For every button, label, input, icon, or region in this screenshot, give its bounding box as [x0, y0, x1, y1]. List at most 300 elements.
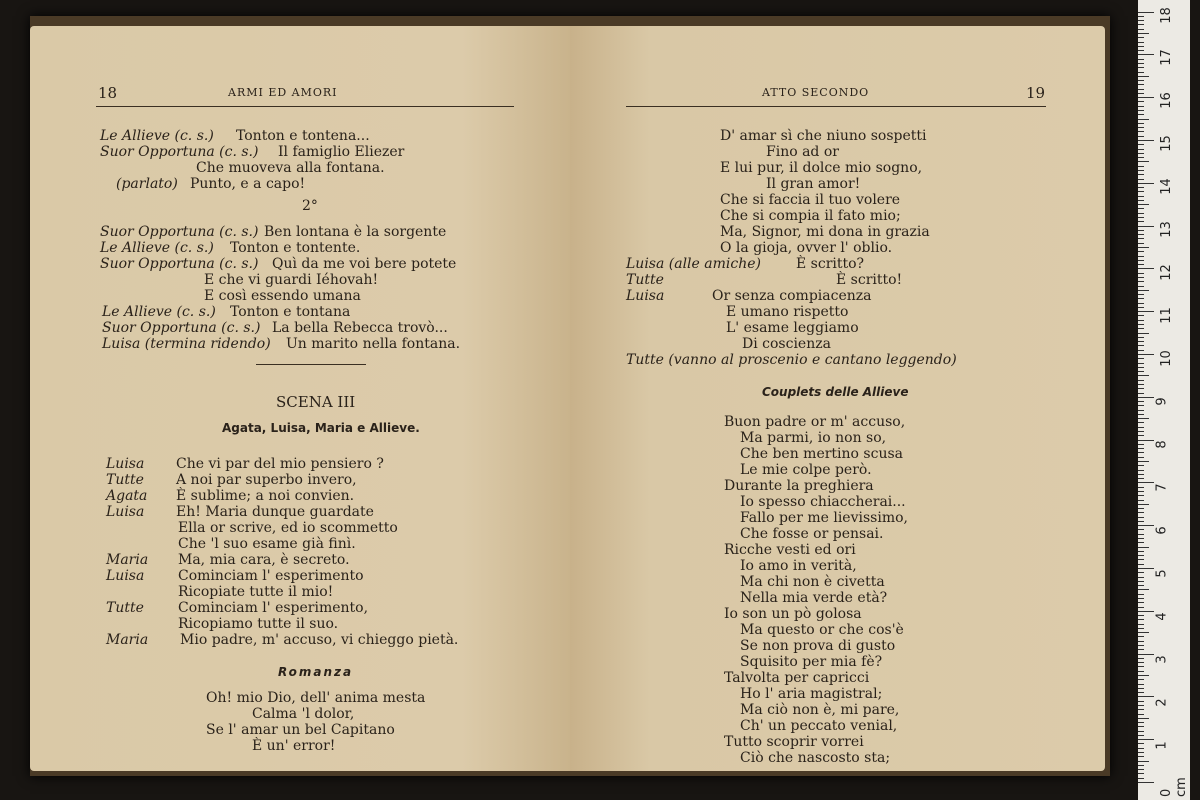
ruler-tick [1138, 628, 1144, 629]
verse-line: Che fosse or pensai. [740, 526, 884, 542]
ruler-tick [1138, 388, 1144, 389]
ruler-tick [1138, 76, 1149, 77]
right-page [570, 26, 1105, 771]
ruler-tick [1138, 581, 1144, 582]
ruler-tick [1138, 33, 1149, 34]
ruler-tick [1138, 290, 1149, 291]
speaker: Luisa (termina ridendo) [102, 336, 271, 352]
verse-line: Tutto scoprir vorrei [724, 734, 864, 750]
ruler-tick [1138, 696, 1154, 697]
ruler-tick [1138, 20, 1144, 21]
ruler-tick [1138, 110, 1144, 111]
ruler-tick [1138, 350, 1144, 351]
ruler-tick [1138, 654, 1154, 655]
ruler-tick [1138, 54, 1154, 55]
verse-line: Nella mia verde età? [740, 590, 888, 606]
ruler-tick [1138, 405, 1144, 406]
speaker: Agata [106, 488, 148, 504]
verse-line: Durante la preghiera [724, 478, 874, 494]
ruler-tick [1138, 50, 1144, 51]
verse-line: Eh! Maria dunque guardate [176, 504, 374, 520]
ruler-tick [1138, 731, 1144, 732]
speaker: (parlato) [116, 176, 178, 192]
ruler-tick [1138, 251, 1144, 252]
ruler-tick [1138, 675, 1149, 676]
ruler-mark: 13 [1158, 221, 1174, 238]
ruler-tick [1138, 397, 1154, 398]
speaker: Tutte [106, 472, 144, 488]
ruler-tick [1138, 752, 1144, 753]
ruler-tick [1138, 564, 1144, 565]
verse-line: Le mie colpe però. [740, 462, 872, 478]
ruler-tick [1138, 671, 1144, 672]
page-number: 19 [1026, 84, 1046, 102]
verse-line: E che vi guardi Iéhovah! [204, 272, 379, 288]
scene-title: SCENA III [276, 393, 356, 411]
ruler-tick [1138, 500, 1144, 501]
ruler-tick [1138, 59, 1144, 60]
verse-line: Che vi par del mio pensiero ? [176, 456, 384, 472]
verse-line: Tonton e tontena... [236, 128, 370, 144]
speaker: Luisa [626, 288, 665, 304]
ruler-mark: 6 [1154, 526, 1170, 535]
ruler-tick [1138, 384, 1144, 385]
verse-line: Ella or scrive, ed io scommetto [178, 520, 398, 536]
stage-direction: Tutte (vanno al proscenio e cantano leggendo) [626, 352, 957, 368]
verse-line: Che ben mertino scusa [740, 446, 904, 462]
ruler-tick [1138, 208, 1144, 209]
ruler-tick [1138, 363, 1144, 364]
ruler-tick [1138, 333, 1149, 334]
ruler-mark: 18 [1158, 7, 1174, 24]
running-head: ARMI ED AMORI [228, 86, 338, 99]
ruler-tick [1138, 756, 1144, 757]
ruler-tick [1138, 748, 1144, 749]
ruler-tick [1138, 714, 1144, 715]
ruler-tick [1138, 226, 1154, 227]
speaker: Luisa [106, 504, 145, 520]
ruler-tick [1138, 179, 1144, 180]
ruler-mark: 4 [1154, 612, 1170, 621]
ruler-tick [1138, 136, 1144, 137]
ruler-tick [1138, 140, 1154, 141]
ruler-tick [1138, 525, 1154, 526]
ruler-tick [1138, 422, 1144, 423]
ruler-tick [1138, 624, 1144, 625]
ruler-tick [1138, 666, 1144, 667]
ruler-tick [1138, 645, 1144, 646]
ruler-tick [1138, 161, 1149, 162]
verse-line: Ricopiamo tutte il suo. [178, 616, 339, 632]
verse-line: Io spesso chiaccherai... [740, 494, 906, 510]
ruler-tick [1138, 410, 1144, 411]
ruler-tick [1138, 315, 1144, 316]
ruler-tick [1138, 234, 1144, 235]
ruler-tick [1138, 491, 1144, 492]
ruler-tick [1138, 345, 1144, 346]
ruler-tick [1138, 166, 1144, 167]
speaker: Suor Opportuna (c. s.) [102, 320, 261, 336]
verse-line: L' esame leggiamo [726, 320, 859, 336]
ruler-tick [1138, 508, 1144, 509]
verse-line: Il gran amor! [766, 176, 861, 192]
ruler-tick [1138, 632, 1149, 633]
ruler-tick [1138, 294, 1144, 295]
ruler-tick [1138, 200, 1144, 201]
verse-line: Talvolta per capricci [724, 670, 870, 686]
ruler-tick [1138, 739, 1154, 740]
ruler-tick [1138, 174, 1144, 175]
ruler-tick [1138, 726, 1144, 727]
speaker: Le Allieve (c. s.) [100, 128, 214, 144]
ruler-tick [1138, 12, 1154, 13]
speaker: Luisa (alle amiche) [626, 256, 761, 272]
verse-line: Io amo in verità, [740, 558, 857, 574]
ruler-mark: 17 [1158, 49, 1174, 66]
verse-line: Cominciam l' esperimento, [178, 600, 369, 616]
ruler-tick [1138, 705, 1144, 706]
ruler-tick [1138, 238, 1144, 239]
ruler-tick [1138, 773, 1144, 774]
ruler-tick [1138, 418, 1149, 419]
couplets-title: Couplets delle Allieve [762, 385, 909, 399]
verse-line: Or senza compiacenza [712, 288, 872, 304]
ruler-tick [1138, 636, 1144, 637]
ruler-tick [1138, 461, 1149, 462]
ruler-tick [1138, 619, 1144, 620]
ruler-tick [1138, 123, 1144, 124]
ruler-tick [1138, 607, 1144, 608]
ruler-tick [1138, 735, 1144, 736]
speaker: Maria [106, 552, 149, 568]
ruler-tick [1138, 778, 1144, 779]
verse-line: Mio padre, m' accuso, vi chieggo pietà. [180, 632, 459, 648]
ruler-tick [1138, 465, 1144, 466]
ruler-tick [1138, 585, 1144, 586]
verse-line: Tonton e tontente. [230, 240, 361, 256]
ruler-tick [1138, 692, 1144, 693]
left-page [30, 26, 570, 771]
verse-line: Che si faccia il tuo volere [720, 192, 901, 208]
ruler-tick [1138, 538, 1144, 539]
ruler-tick [1138, 37, 1144, 38]
ruler-tick [1138, 264, 1144, 265]
verse-line: Che muoveva alla fontana. [196, 160, 385, 176]
ruler-tick [1138, 277, 1144, 278]
ruler-tick [1138, 119, 1149, 120]
verse-line: Buon padre or m' accuso, [724, 414, 906, 430]
ruler-tick [1138, 701, 1144, 702]
ruler-tick [1138, 273, 1144, 274]
ruler-tick [1138, 311, 1154, 312]
verse-line: Che si compia il fato mio; [720, 208, 901, 224]
verse-line: Squisito per mia fè? [740, 654, 883, 670]
ruler-mark: 12 [1158, 264, 1174, 281]
ruler-tick [1138, 555, 1144, 556]
ruler-tick [1138, 63, 1144, 64]
speaker: Luisa [106, 456, 145, 472]
speaker: Tutte [626, 272, 664, 288]
ruler-tick [1138, 358, 1144, 359]
verse-line: Ma, Signor, mi dona in grazia [720, 224, 930, 240]
ruler-tick [1138, 649, 1144, 650]
ruler-tick [1138, 709, 1144, 710]
ruler-tick [1138, 80, 1144, 81]
ruler-tick [1138, 204, 1149, 205]
ruler-tick [1138, 89, 1144, 90]
ruler-tick [1138, 213, 1144, 214]
verse-line: Il famiglio Eliezer [278, 144, 405, 160]
ruler-tick [1138, 487, 1144, 488]
speaker: Suor Opportuna (c. s.) [100, 144, 259, 160]
ruler-tick [1138, 435, 1144, 436]
ruler-tick [1138, 598, 1144, 599]
ruler-tick [1138, 16, 1144, 17]
verse-line: Ch' un peccato venial, [740, 718, 898, 734]
ruler-tick [1138, 521, 1144, 522]
ruler-tick [1138, 615, 1144, 616]
ruler-tick [1138, 444, 1144, 445]
ruler-tick [1138, 144, 1144, 145]
ruler-tick [1138, 478, 1144, 479]
ruler-tick [1138, 679, 1144, 680]
verse-line: Ma, mia cara, è secreto. [178, 552, 350, 568]
ruler-tick [1138, 72, 1144, 73]
speaker: Luisa [106, 568, 145, 584]
verse-line: È un' error! [252, 738, 336, 754]
verse-line: È scritto? [796, 256, 865, 272]
romanza-title: Romanza [278, 665, 354, 679]
ruler-tick [1138, 761, 1149, 762]
ruler-tick [1138, 482, 1154, 483]
stanza-number: 2° [302, 198, 318, 214]
ruler-tick [1138, 375, 1149, 376]
section-rule [256, 364, 366, 365]
verse-line: La bella Rebecca trovò... [272, 320, 448, 336]
verse-line: O la gioja, ovver l' oblio. [720, 240, 893, 256]
ruler-tick [1138, 393, 1144, 394]
ruler-tick [1138, 495, 1144, 496]
ruler-tick [1138, 97, 1154, 98]
scene-cast: Agata, Luisa, Maria e Allieve. [222, 421, 420, 435]
ruler-tick [1138, 512, 1144, 513]
verse-line: Ricopiate tutte il mio! [178, 584, 334, 600]
ruler-tick [1138, 414, 1144, 415]
ruler-tick [1138, 568, 1154, 569]
ruler-tick [1138, 247, 1149, 248]
verse-line: Ricche vesti ed ori [724, 542, 856, 558]
ruler-tick [1138, 517, 1144, 518]
ruler-tick [1138, 183, 1154, 184]
ruler-tick [1138, 431, 1144, 432]
ruler-tick [1138, 217, 1144, 218]
ruler-mark: 10 [1158, 350, 1174, 367]
ruler-tick [1138, 440, 1154, 441]
ruler-tick [1138, 688, 1144, 689]
ruler-tick [1138, 29, 1144, 30]
ruler-mark: 14 [1158, 178, 1174, 195]
ruler-tick [1138, 93, 1144, 94]
verse-line: Un marito nella fontana. [286, 336, 461, 352]
ruler-tick [1138, 371, 1144, 372]
verse-line: Ma parmi, io non so, [740, 430, 887, 446]
verse-line: Ben lontana è la sorgente [264, 224, 447, 240]
speaker: Le Allieve (c. s.) [102, 304, 216, 320]
ruler-tick [1138, 114, 1144, 115]
ruler-tick [1138, 367, 1144, 368]
speaker: Suor Opportuna (c. s.) [100, 224, 259, 240]
ruler-tick [1138, 286, 1144, 287]
speaker: Maria [106, 632, 149, 648]
ruler-tick [1138, 577, 1144, 578]
ruler-tick [1138, 106, 1144, 107]
ruler-tick [1138, 46, 1144, 47]
ruler-tick [1138, 157, 1144, 158]
speaker: Suor Opportuna (c. s.) [100, 256, 259, 272]
ruler-tick [1138, 534, 1144, 535]
verse-line: Punto, e a capo! [190, 176, 306, 192]
verse-line: A noi par superbo invero, [176, 472, 357, 488]
ruler-tick [1138, 452, 1144, 453]
ruler-tick [1138, 782, 1154, 783]
open-book [30, 16, 1110, 776]
verse-line: Oh! mio Dio, dell' anima mesta [206, 690, 426, 706]
ruler-mark: 3 [1154, 655, 1170, 664]
ruler-tick [1138, 268, 1154, 269]
ruler-tick [1138, 153, 1144, 154]
ruler-tick [1138, 765, 1144, 766]
verse-line: Quì da me voi bere potete [272, 256, 457, 272]
verse-line: Fallo per me lievissimo, [740, 510, 908, 526]
verse-line: Calma 'l dolor, [252, 706, 355, 722]
measuring-ruler [1138, 0, 1190, 800]
ruler-tick [1138, 470, 1144, 471]
ruler-tick [1138, 187, 1144, 188]
verse-line: E lui pur, il dolce mio sogno, [720, 160, 923, 176]
verse-line: Ma chi non è civetta [740, 574, 885, 590]
verse-line: Tonton e tontana [230, 304, 351, 320]
ruler-tick [1138, 196, 1144, 197]
ruler-tick [1138, 324, 1144, 325]
ruler-tick [1138, 127, 1144, 128]
ruler-tick [1138, 427, 1144, 428]
verse-line: È sublime; a noi convien. [176, 488, 355, 504]
ruler-tick [1138, 337, 1144, 338]
verse-line: Cominciam l' esperimento [178, 568, 364, 584]
verse-line: Se non prova di gusto [740, 638, 896, 654]
ruler-tick [1138, 718, 1149, 719]
ruler-tick [1138, 658, 1144, 659]
ruler-tick [1138, 743, 1144, 744]
ruler-tick [1138, 529, 1144, 530]
verse-line: Ma questo or che cos'è [740, 622, 904, 638]
ruler-tick [1138, 42, 1144, 43]
ruler-unit-label: 0 cm [1159, 777, 1189, 797]
ruler-tick [1138, 191, 1144, 192]
ruler-mark: 16 [1158, 92, 1174, 109]
ruler-tick [1138, 542, 1144, 543]
running-head: ATTO SECONDO [762, 86, 870, 99]
ruler-mark: 11 [1158, 307, 1174, 324]
ruler-tick [1138, 303, 1144, 304]
ruler-mark: 7 [1154, 483, 1170, 492]
ruler-tick [1138, 101, 1144, 102]
ruler-tick [1138, 320, 1144, 321]
header-rule [96, 106, 514, 107]
ruler-tick [1138, 641, 1144, 642]
ruler-tick [1138, 684, 1144, 685]
verse-line: Ciò che nascosto sta; [740, 750, 891, 766]
verse-line: Ho l' aria magistral; [740, 686, 883, 702]
verse-line: Ma ciò non è, mi pare, [740, 702, 900, 718]
ruler-tick [1138, 328, 1144, 329]
ruler-tick [1138, 230, 1144, 231]
ruler-tick [1138, 221, 1144, 222]
ruler-tick [1138, 131, 1144, 132]
header-rule [626, 106, 1046, 107]
ruler-tick [1138, 67, 1144, 68]
verse-line: Di coscienza [742, 336, 831, 352]
ruler-tick [1138, 380, 1144, 381]
ruler-tick [1138, 354, 1154, 355]
ruler-tick [1138, 547, 1149, 548]
verse-line: Fino ad or [766, 144, 839, 160]
verse-line: Che 'l suo esame già finì. [178, 536, 356, 552]
ruler-tick [1138, 307, 1144, 308]
ruler-tick [1138, 559, 1144, 560]
ruler-tick [1138, 551, 1144, 552]
speaker: Le Allieve (c. s.) [100, 240, 214, 256]
ruler-mark: 8 [1154, 440, 1170, 449]
ruler-tick [1138, 572, 1144, 573]
verse-line: D' amar sì che niuno sospetti [720, 128, 927, 144]
ruler-tick [1138, 448, 1144, 449]
ruler-tick [1138, 260, 1144, 261]
ruler-tick [1138, 602, 1144, 603]
ruler-tick [1138, 170, 1144, 171]
verse-line: Io son un pò golosa [724, 606, 862, 622]
ruler-tick [1138, 341, 1144, 342]
ruler-tick [1138, 589, 1149, 590]
ruler-tick [1138, 457, 1144, 458]
ruler-tick [1138, 474, 1144, 475]
ruler-tick [1138, 401, 1144, 402]
ruler-tick [1138, 662, 1144, 663]
ruler-tick [1138, 611, 1154, 612]
ruler-mark: 2 [1154, 698, 1170, 707]
ruler-tick [1138, 298, 1144, 299]
ruler-tick [1138, 256, 1144, 257]
ruler-tick [1138, 243, 1144, 244]
ruler-tick [1138, 594, 1144, 595]
ruler-mark: 9 [1154, 397, 1170, 406]
verse-line: È scritto! [836, 272, 903, 288]
ruler-tick [1138, 24, 1144, 25]
ruler-mark: 15 [1158, 135, 1174, 152]
speaker: Tutte [106, 600, 144, 616]
verse-line: Se l' amar un bel Capitano [206, 722, 395, 738]
page-number: 18 [98, 84, 118, 102]
ruler-tick [1138, 722, 1144, 723]
ruler-tick [1138, 84, 1144, 85]
verse-line: E così essendo umana [204, 288, 361, 304]
ruler-tick [1138, 281, 1144, 282]
verse-line: E umano rispetto [726, 304, 849, 320]
ruler-mark: 1 [1154, 741, 1170, 750]
ruler-tick [1138, 504, 1149, 505]
ruler-tick [1138, 149, 1144, 150]
ruler-tick [1138, 769, 1144, 770]
